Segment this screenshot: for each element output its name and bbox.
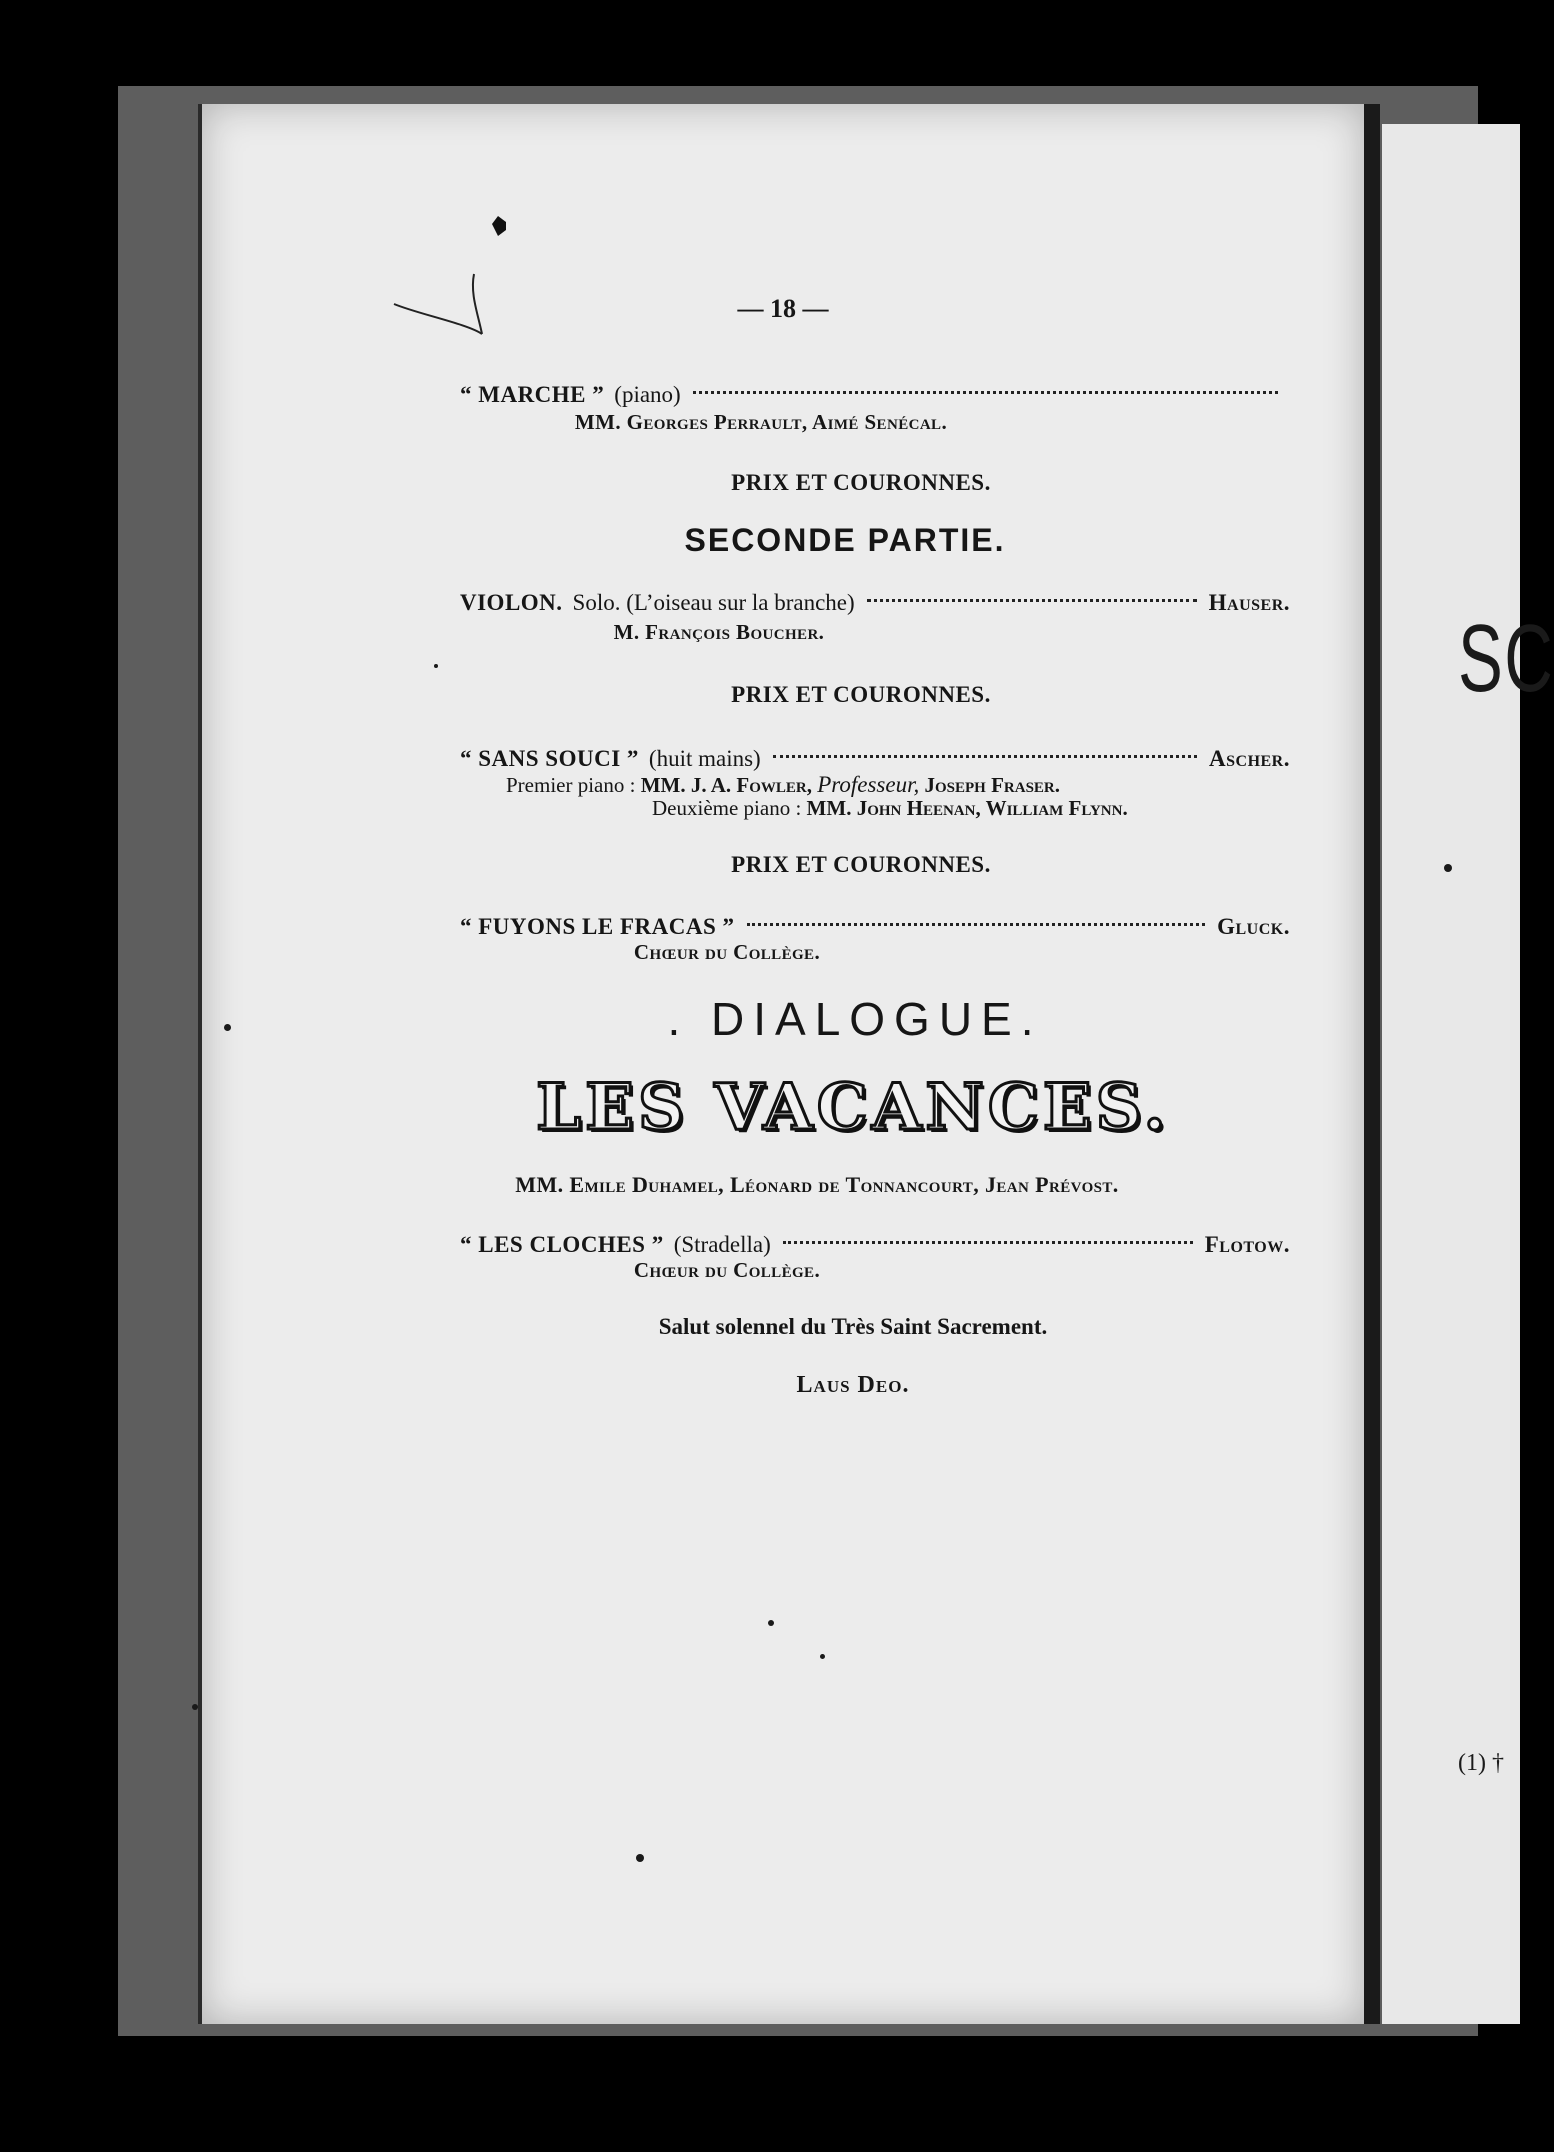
piece-title: “ FUYONS LE FRACAS ”: [460, 914, 735, 939]
play-title: LES VACANCES.: [536, 1070, 1170, 1145]
piece-title: “ MARCHE ”: [460, 382, 605, 407]
facing-page-fragment: SC: [1458, 605, 1554, 712]
ink-speck: [192, 1704, 198, 1710]
prix-heading: PRIX ET COURONNES.: [731, 682, 991, 707]
dot-leader: [773, 755, 1197, 758]
piano-label: Deuxième piano :: [652, 796, 802, 820]
performers-piano-2: [652, 796, 1128, 821]
section-heading: SECONDE PARTIE.: [684, 522, 1006, 558]
book-gutter: [1362, 104, 1380, 2024]
piece-description: (huit mains): [648, 746, 761, 771]
piece-title: “ SANS SOUCI ”: [460, 746, 639, 771]
piece-title: “ LES CLOCHES ”: [460, 1232, 664, 1257]
performers-fuyons: Chœur du Collège.: [633, 940, 821, 964]
composer: Ascher.: [1209, 746, 1290, 771]
ink-speck: [224, 1024, 231, 1031]
program-item-cloches: [460, 1232, 1290, 1258]
closing-service: Salut solennel du Très Saint Sacrement.: [658, 1314, 1048, 1339]
piece-title: VIOLON.: [460, 590, 563, 615]
page-number: — 18 —: [737, 294, 829, 323]
composer: Gluck.: [1217, 914, 1290, 939]
closing-motto: Laus Deo.: [796, 1372, 910, 1398]
performer-names: MM. John Heenan, William Flynn.: [806, 796, 1128, 820]
dot-leader: [693, 391, 1278, 394]
ink-speck: [636, 1854, 644, 1862]
performers-violon: M. François Boucher.: [613, 620, 825, 644]
ink-speck: [1444, 864, 1452, 872]
play-cast: MM. Emile Duhamel, Léonard de Tonnancourt, Jean Prévost.: [515, 1172, 1119, 1197]
piece-description: Solo. (L’oiseau sur la branche): [572, 590, 855, 615]
program-item-marche: [460, 382, 1290, 408]
prix-heading: PRIX ET COURONNES.: [731, 470, 991, 495]
performers-piano-1: [506, 772, 1060, 798]
piece-description: (Stradella): [673, 1232, 771, 1257]
performers-cloches: Chœur du Collège.: [633, 1258, 821, 1282]
program-item-violon: [460, 590, 1290, 616]
performer-role: Professeur,: [817, 772, 920, 797]
prix-heading: PRIX ET COURONNES.: [731, 852, 991, 877]
dot-leader: [783, 1241, 1193, 1244]
piano-label: Premier piano :: [506, 773, 636, 797]
composer: Flotow.: [1204, 1232, 1290, 1257]
ink-speck: [820, 1654, 825, 1659]
performer-names: Joseph Fraser.: [924, 773, 1061, 797]
performer-names: MM. J. A. Fowler,: [640, 773, 812, 797]
dot-leader: [747, 923, 1206, 926]
dot-leader: [867, 599, 1197, 602]
ink-speck: [768, 1620, 774, 1626]
performers-marche: MM. Georges Perrault, Aimé Senécal.: [574, 410, 948, 434]
facing-page-footnote: (1) †: [1458, 1750, 1504, 1776]
program-item-fuyons: [460, 914, 1290, 940]
program-item-sans-souci: [460, 746, 1290, 772]
program-page: [198, 104, 1364, 2024]
dialogue-heading: . DIALOGUE.: [667, 993, 1043, 1045]
ink-speck: [434, 664, 438, 668]
piece-description: (piano): [614, 382, 681, 407]
composer: Hauser.: [1208, 590, 1290, 615]
